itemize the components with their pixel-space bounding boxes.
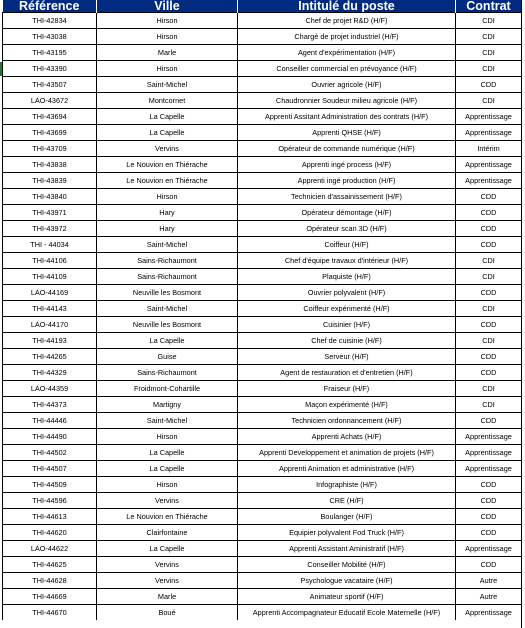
table-row [3, 285, 522, 301]
cell-ville[interactable]: Hirson [97, 189, 238, 205]
cell-contrat[interactable]: CDI [456, 333, 522, 349]
table-row [3, 397, 522, 413]
sheet-right-border [521, 0, 522, 628]
cell-reference[interactable]: THI-43709 [3, 141, 97, 157]
cell-reference[interactable]: LAO-44359 [3, 381, 97, 397]
cell-reference[interactable]: THI-43507 [3, 77, 97, 93]
table-row [3, 173, 522, 189]
cell-intitule[interactable]: Apprenti Assistant Aministratif (H/F) [238, 541, 456, 557]
table-row [3, 525, 522, 541]
cell-contrat[interactable]: Apprentissage [456, 125, 522, 141]
cell-contrat[interactable]: CDD [456, 349, 522, 365]
cell-intitule[interactable]: Boulanger (H/F) [238, 509, 456, 525]
cell-reference[interactable]: THI-43838 [3, 157, 97, 173]
cell-intitule[interactable]: Apprenti Developpement et animation de projets (H/F) [238, 445, 456, 461]
cell-intitule[interactable]: Chef de projet R&D (H/F) [238, 13, 456, 29]
table-row [3, 253, 522, 269]
cell-ville[interactable]: Hary [97, 221, 238, 237]
table-row [3, 125, 522, 141]
cell-ville[interactable]: Neuville les Bosmont [97, 285, 238, 301]
cell-reference[interactable]: THI-44502 [3, 445, 97, 461]
cell-ville[interactable]: Le Nouvion en Thiérache [97, 173, 238, 189]
cell-contrat[interactable]: CDI [456, 13, 522, 29]
cell-ville[interactable]: Saint-Michel [97, 301, 238, 317]
cell-reference[interactable]: THI-44613 [3, 509, 97, 525]
cell-reference[interactable]: LAO-44622 [3, 541, 97, 557]
cell-ville[interactable]: Marle [97, 589, 238, 605]
cell-contrat[interactable]: CDI [456, 397, 522, 413]
cell-ville[interactable]: Hirson [97, 477, 238, 493]
cell-reference[interactable]: THI-44193 [3, 333, 97, 349]
cell-reference[interactable]: THI-44669 [3, 589, 97, 605]
cell-reference[interactable]: LAO-43672 [3, 93, 97, 109]
cell-contrat[interactable]: CDD [456, 77, 522, 93]
cell-contrat[interactable]: CDI [456, 93, 522, 109]
cell-reference[interactable]: THI-44329 [3, 365, 97, 381]
cell-reference[interactable]: THI-43038 [3, 29, 97, 45]
cell-contrat[interactable]: CDD [456, 413, 522, 429]
cell-intitule[interactable]: Equipier polyvalent Fod Truck (H/F) [238, 525, 456, 541]
cell-contrat[interactable]: CDD [456, 189, 522, 205]
cell-contrat[interactable]: Apprentissage [456, 429, 522, 445]
cell-intitule[interactable]: Animateur sportif (H/F) [238, 589, 456, 605]
cell-contrat[interactable]: CDD [456, 493, 522, 509]
cell-reference[interactable]: THI-44109 [3, 269, 97, 285]
cell-ville[interactable]: Hirson [97, 429, 238, 445]
cell-reference[interactable]: THI-43840 [3, 189, 97, 205]
cell-intitule[interactable]: Apprenti QHSE (H/F) [238, 125, 456, 141]
cell-contrat[interactable]: CDD [456, 285, 522, 301]
cell-reference[interactable]: THI-44509 [3, 477, 97, 493]
cell-contrat[interactable]: CDD [456, 317, 522, 333]
cell-reference[interactable]: THI-44620 [3, 525, 97, 541]
cell-intitule[interactable]: Agent de restauration et d'entretien (H/F) [238, 365, 456, 381]
cell-contrat[interactable]: CDD [456, 221, 522, 237]
table-row [3, 349, 522, 365]
cell-ville[interactable]: Hirson [97, 29, 238, 45]
cell-ville[interactable]: Hary [97, 205, 238, 221]
cell-contrat[interactable]: CDI [456, 29, 522, 45]
cell-intitule[interactable]: Fraiseur (H/F) [238, 381, 456, 397]
table-row [3, 109, 522, 125]
table-row [3, 541, 522, 557]
cell-contrat[interactable]: Apprentissage [456, 541, 522, 557]
cell-reference[interactable]: THI - 44034 [3, 237, 97, 253]
header-reference[interactable]: Référence [3, 0, 97, 13]
cell-ville[interactable]: Sains-Richaumont [97, 365, 238, 381]
cell-contrat[interactable]: Apprentissage [456, 605, 522, 621]
cell-ville[interactable]: La Capelle [97, 109, 238, 125]
cell-reference[interactable]: THI-44143 [3, 301, 97, 317]
cell-contrat[interactable]: CDI [456, 253, 522, 269]
cell-reference[interactable]: THI-43694 [3, 109, 97, 125]
cell-intitule[interactable]: Opérateur de commande numérique (H/F) [238, 141, 456, 157]
cell-ville[interactable]: La Capelle [97, 445, 238, 461]
cell-ville[interactable]: La Capelle [97, 461, 238, 477]
table-row [3, 317, 522, 333]
job-offers-table [2, 0, 522, 620]
table-row [3, 493, 522, 509]
cell-reference[interactable]: THI-43699 [3, 125, 97, 141]
cell-reference[interactable]: THI-43839 [3, 173, 97, 189]
cell-ville[interactable]: Le Nouvion en Thiérache [97, 509, 238, 525]
cell-intitule[interactable]: Conseiller commercial en prévoyance (H/F) [238, 61, 456, 77]
cell-intitule[interactable]: Apprenti Assitant Administration des contrats (H/F) [238, 109, 456, 125]
cell-ville[interactable]: Guise [97, 349, 238, 365]
cell-intitule[interactable]: Plaquiste (H/F) [238, 269, 456, 285]
cell-contrat[interactable]: CDD [456, 205, 522, 221]
table-row [3, 141, 522, 157]
cell-intitule[interactable]: Ouvrier polyvalent (H/F) [238, 285, 456, 301]
table-row [3, 381, 522, 397]
cell-contrat[interactable]: Intérim [456, 141, 522, 157]
cell-reference[interactable]: THI-44446 [3, 413, 97, 429]
cell-ville[interactable]: Vervins [97, 141, 238, 157]
cell-reference[interactable]: THI-42834 [3, 13, 97, 29]
table-row [3, 93, 522, 109]
cell-ville[interactable]: Clairfontaine [97, 525, 238, 541]
cell-intitule[interactable]: Chef d'équipe travaux d'intérieur (H/F) [238, 253, 456, 269]
cell-contrat[interactable]: CDI [456, 301, 522, 317]
cell-reference[interactable]: LAO-44169 [3, 285, 97, 301]
table-row [3, 413, 522, 429]
cell-ville[interactable]: Boué [97, 605, 238, 621]
cell-ville[interactable]: Saint-Michel [97, 237, 238, 253]
cell-ville[interactable]: Neuville les Bosmont [97, 317, 238, 333]
cell-reference[interactable]: THI-44670 [3, 605, 97, 621]
cell-contrat[interactable]: CDD [456, 557, 522, 573]
cell-contrat[interactable]: CDI [456, 381, 522, 397]
cell-ville[interactable]: La Capelle [97, 125, 238, 141]
table-row [3, 333, 522, 349]
cell-ville[interactable]: Vervins [97, 573, 238, 589]
table-row [3, 445, 522, 461]
table-row [3, 157, 522, 173]
cell-intitule[interactable]: Technicien d'assainissement (H/F) [238, 189, 456, 205]
cell-ville[interactable]: Froidmont-Cohartille [97, 381, 238, 397]
table-row [3, 429, 522, 445]
cell-intitule[interactable]: Technicien ordonnancement (H/F) [238, 413, 456, 429]
cell-intitule[interactable]: Cuisinier (H/F) [238, 317, 456, 333]
table-row [3, 589, 522, 605]
cell-ville[interactable]: Vervins [97, 493, 238, 509]
cell-contrat[interactable]: Apprentissage [456, 445, 522, 461]
table-row [3, 573, 522, 589]
cell-ville[interactable]: Montcornet [97, 93, 238, 109]
cell-reference[interactable]: THI-44265 [3, 349, 97, 365]
table-row [3, 557, 522, 573]
cell-contrat[interactable]: CDD [456, 365, 522, 381]
cell-reference[interactable]: THI-44106 [3, 253, 97, 269]
cell-reference[interactable]: THI-43972 [3, 221, 97, 237]
cell-intitule[interactable]: Apprenti ingé process (H/F) [238, 157, 456, 173]
cell-contrat[interactable]: CDD [456, 477, 522, 493]
cell-contrat[interactable]: CDD [456, 509, 522, 525]
table-row [3, 365, 522, 381]
cell-reference[interactable]: THI-44596 [3, 493, 97, 509]
cell-contrat[interactable]: CDD [456, 525, 522, 541]
cell-contrat[interactable]: Apprentissage [456, 157, 522, 173]
cell-contrat[interactable]: Apprentissage [456, 109, 522, 125]
cell-intitule[interactable]: Coiffeur expérimenté (H/F) [238, 301, 456, 317]
cell-reference[interactable]: LAO-44170 [3, 317, 97, 333]
cell-contrat[interactable]: CDI [456, 45, 522, 61]
cell-intitule[interactable]: Chargé de projet industriel (H/F) [238, 29, 456, 45]
cell-intitule[interactable]: Apprenti ingé production (H/F) [238, 173, 456, 189]
cell-ville[interactable]: Martigny [97, 397, 238, 413]
cell-contrat[interactable]: Apprentissage [456, 461, 522, 477]
cell-reference[interactable]: THI-43971 [3, 205, 97, 221]
cell-ville[interactable]: Marle [97, 45, 238, 61]
header-ville[interactable]: Ville [97, 0, 238, 13]
cell-intitule[interactable]: Ouvrier agricole (H/F) [238, 77, 456, 93]
cell-intitule[interactable]: Serveur (H/F) [238, 349, 456, 365]
table-row [3, 13, 522, 29]
cell-intitule[interactable]: Maçon expérimenté (H/F) [238, 397, 456, 413]
table-row [3, 189, 522, 205]
cell-reference[interactable]: THI-44625 [3, 557, 97, 573]
table-row [3, 461, 522, 477]
table-row [3, 205, 522, 221]
header-row [3, 0, 522, 13]
table-row [3, 237, 522, 253]
cell-reference[interactable]: THI-44628 [3, 573, 97, 589]
cell-contrat[interactable]: Autre [456, 589, 522, 605]
table-row [3, 477, 522, 493]
cell-ville[interactable]: Vervins [97, 557, 238, 573]
cell-reference[interactable]: THI-43195 [3, 45, 97, 61]
cell-contrat[interactable]: CDI [456, 269, 522, 285]
cell-intitule[interactable]: Infographiste (H/F) [238, 477, 456, 493]
header-contrat[interactable]: Contrat [456, 0, 522, 13]
cell-ville[interactable]: Saint-Michel [97, 77, 238, 93]
table-row [3, 61, 522, 77]
cell-intitule[interactable]: Opérateur scan 3D (H/F) [238, 221, 456, 237]
cell-contrat[interactable]: Autre [456, 573, 522, 589]
cell-intitule[interactable]: Conseiller Mobilité (H/F) [238, 557, 456, 573]
cell-reference[interactable]: THI-44490 [3, 429, 97, 445]
table-row [3, 29, 522, 45]
cell-contrat[interactable]: CDD [456, 237, 522, 253]
table-row [3, 45, 522, 61]
table-row [3, 221, 522, 237]
table-row [3, 509, 522, 525]
cell-ville[interactable]: Le Nouvion en Thiérache [97, 157, 238, 173]
cell-intitule[interactable]: Opérateur démontage (H/F) [238, 205, 456, 221]
cell-reference[interactable]: THI-43390 [3, 61, 97, 77]
cell-intitule[interactable]: Apprenti Accompagnateur Educatif Ecole Maternelle (H/F) [238, 605, 456, 621]
cell-ville[interactable]: Sains-Richaumont [97, 269, 238, 285]
cell-intitule[interactable]: Apprenti Animation et administrative (H/F) [238, 461, 456, 477]
cell-intitule[interactable]: Coiffeur (H/F) [238, 237, 456, 253]
cell-reference[interactable]: THI-44373 [3, 397, 97, 413]
cell-ville[interactable]: Saint-Michel [97, 413, 238, 429]
cell-intitule[interactable]: CRE (H/F) [238, 493, 456, 509]
cell-reference[interactable]: THI-44507 [3, 461, 97, 477]
cell-contrat[interactable]: Apprentissage [456, 173, 522, 189]
cell-intitule[interactable]: Agent d'expérimentation (H/F) [238, 45, 456, 61]
table-row [3, 77, 522, 93]
cell-ville[interactable]: La Capelle [97, 333, 238, 349]
cell-intitule[interactable]: Psychologue vacataire (H/F) [238, 573, 456, 589]
table-row [3, 301, 522, 317]
table-row [3, 269, 522, 285]
header-intitule[interactable]: Intitulé du poste [238, 0, 456, 13]
cell-ville[interactable]: Hirson [97, 61, 238, 77]
cell-intitule[interactable]: Chef de cuisinie (H/F) [238, 333, 456, 349]
cell-ville[interactable]: Sains-Richaumont [97, 253, 238, 269]
cell-ville[interactable]: Hirson [97, 13, 238, 29]
cell-ville[interactable]: La Capelle [97, 541, 238, 557]
cell-intitule[interactable]: Apprenti Achats (H/F) [238, 429, 456, 445]
table-row [3, 605, 522, 621]
cell-intitule[interactable]: Chaudronnier Soudeur milieu agricole (H/F) [238, 93, 456, 109]
cell-contrat[interactable]: CDI [456, 61, 522, 77]
